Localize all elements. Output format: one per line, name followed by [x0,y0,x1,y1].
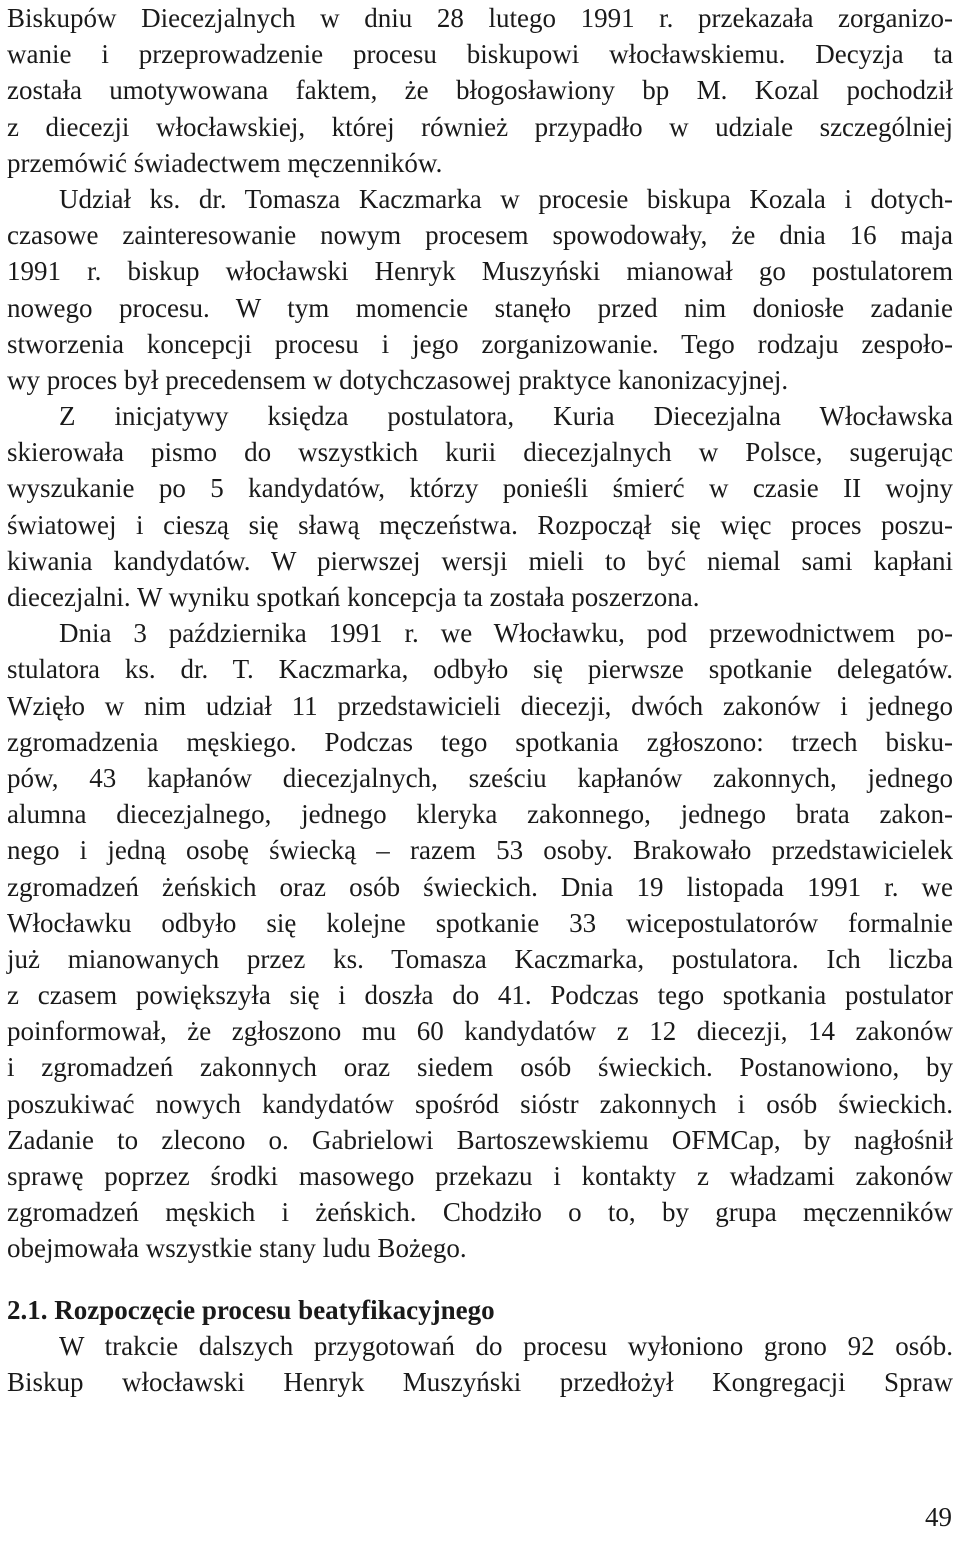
text-line: przemówić świadectwem męczenników. [7,147,443,178]
text-line: Zadanie to zlecono o. Gabrielowi Bartoszewskiemu OFMCap, by nagłośnił [7,1124,953,1155]
text-line: skierowała pismo do wszystkich kurii diecezjalnych w Polsce, sugerując [7,437,953,468]
text-line: pów, 43 kapłanów diecezjalnych, sześciu kapłanów zakonnych, jednego [7,762,953,793]
body-text [7,0,953,1267]
text-line: Dnia 3 października 1991 r. we Włocławku, pod przewodnictwem po- [59,618,953,649]
text-line: zgromadzeń męskich i żeńskich. Chodziło o to, by grupa męczenników [7,1197,953,1228]
section-gap [7,1267,953,1292]
page-number: 49 [925,1502,952,1532]
paragraph [7,181,953,398]
text-line: poinformował, że zgłoszono mu 60 kandydatów z 12 diecezji, 14 zakonów [7,1016,953,1047]
text-line: czasowe zainteresowanie nowym procesem spowodowały, że dnia 16 maja [7,220,953,251]
text-line: obejmowała wszystkie stany ludu Bożego. [7,1233,467,1264]
text-line: Wzięło w nim udział 11 przedstawicieli diecezji, dwóch zakonów i jednego [7,690,953,721]
text-line: Z inicjatywy księdza postulatora, Kuria Diecezjalna Włocławska [59,401,953,432]
text-line: kiwania kandydatów. W pierwszej wersji mieli to być niemal sami kapłani [7,545,953,576]
text-line: wyszukanie po 5 kandydatów, którzy ponieśli śmierć w czasie II wojny [7,473,953,504]
text-line: nego i jedną osobę świecką – razem 53 osoby. Brakowało przedstawicielek [7,835,953,866]
text-line: diecezjalni. W wyniku spotkań koncepcja ta została poszerzona. [7,582,700,612]
text-line: z diecezji włocławskiej, której również przypadło w udziale szczególniej [7,111,953,142]
text-line: Udział ks. dr. Tomasza Kaczmarka w procesie biskupa Kozala i dotych- [59,183,953,214]
text-line: nowego procesu. W tym momencie stanęło przed nim doniosłe zadanie [7,292,953,323]
text-line: Biskup włocławski Henryk Muszyński przedłożył Kongregacji Spraw [7,1366,953,1397]
text-line: z czasem powiększyła się i doszła do 41. Podczas tego spotkania postulator [7,980,953,1011]
text-line: wanie i przeprowadzenie procesu biskupowi włocławskiemu. Decyzja ta [7,39,953,70]
text-line: stworzenia koncepcji procesu i jego zorganizowanie. Tego rodzaju zespoło- [7,328,953,359]
text-line: zgromadzeń żeńskich oraz osób świeckich. Dnia 19 listopada 1991 r. we [7,871,953,902]
text-line: i zgromadzeń zakonnych oraz siedem osób świeckich. Postanowiono, by [7,1052,953,1083]
text-line: wy proces był precedensem w dotychczasowej praktyce kanonizacyjnej. [7,364,789,395]
text-line: zgromadzenia męskiego. Podczas tego spotkania zgłoszono: trzech bisku- [7,726,953,757]
paragraph [7,615,953,1266]
text-line: W trakcie dalszych przygotowań do procesu wyłoniono grono 92 osób. [59,1330,953,1361]
text-line: już mianowanych przez ks. Tomasza Kaczmarka, postulatora. Ich liczba [7,943,953,974]
text-line: Włocławku odbyło się kolejne spotkanie 33 wicepostulatorów formalnie [7,907,953,938]
text-line: została umotywowana faktem, że błogosławiony bp M. Kozal pochodził [7,75,953,106]
text-line: Biskupów Diecezjalnych w dniu 28 lutego 1991 r. przekazała zorganizo- [7,3,953,33]
document-page [7,0,953,1400]
paragraph [7,0,953,181]
text-line: poszukiwać nowych kandydatów spośród sióstr zakonnych i osób świeckich. [7,1088,953,1119]
section-heading: 2.1. Rozpoczęcie procesu beatyfikacyjnego [7,1294,495,1325]
text-line: sprawę poprzez środki masowego przekazu i kontakty z władzami zakonów [7,1161,953,1191]
text-line: 1991 r. biskup włocławski Henryk Muszyński mianował go postulatorem [7,256,953,287]
text-line: światowej i cieszą się sławą męczeństwa. Rozpoczął się więc proces poszu- [7,509,953,540]
text-line: alumna diecezjalnego, jednego kleryka zakonnego, jednego brata zakon- [7,799,953,830]
paragraph [7,398,953,615]
text-line: stulatora ks. dr. T. Kaczmarka, odbyło się pierwsze spotkanie delegatów. [7,654,953,685]
section-body-text [7,1328,953,1400]
